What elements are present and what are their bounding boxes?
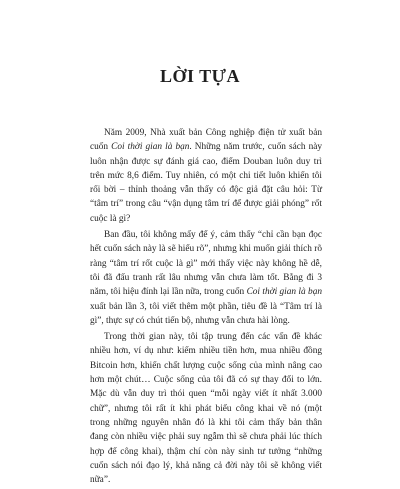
text-run: Trong thời gian này, tôi tập trung đến các vấn đề khác nhiều hơn, ví dụ như: kiếm nhiều tiền hơn, mua nhiều đồng Bitcoin hơn, khiến chất lượng cuộc sống của mình nâng cao hơn một chút… Cuộc sống của tôi đã có sự thay đổi to lớn. Mặc dù vẫn duy trì thói quen “mỗi ngày viết ít nhất 3.000 chữ”, nhưng tôi rất ít khi phát biểu công khai về nó (một trong những nguyên nhân đó là khi tôi cảm thấy bản thân đang còn nhiều việc phải suy ngẫm thì sẽ chưa phải lúc thích hợp để công khai), thậm chí còn này sinh tư tưởng “những cuốn sách nói đạo lý, khả năng cả đời này tôi sẽ không viết nữa”.	[90, 332, 322, 486]
text-run: Ban đầu, tôi không mấy để ý, cảm thấy “chỉ cần bạn đọc hết cuốn sách này là sẽ hiểu rõ”, nhưng khi muốn giải thích rõ ràng “tâm trí rốt cuộc là gì” mới thấy việc này không hề dễ, tôi đã đấu tranh rất lâu nhưng vẫn chưa làm tốt. Bằng đi 3 năm, tôi hiệu đính lại lần nữa, trong cuốn	[90, 230, 322, 298]
page-body	[90, 126, 322, 489]
text-run: . Những năm trước, cuốn sách này luôn nhận được sự đánh giá cao, điểm Douban luôn duy trì trên mức 8,6 điểm. Tuy nhiên, có một chi tiết luôn khiến tôi rối bời – thỉnh thoảng vẫn thấy có độc giả đặt câu hỏi: Từ “tâm trí” trong câu “vận dụng tâm trí để được giải phóng” rốt cuộc là gì?	[90, 142, 322, 224]
text-run: xuất bản lần 3, tôi viết thêm một phần, tiêu đề là “Tâm trí là gì”, thực sự có chút tiến bộ, nhưng vẫn chưa hài lòng.	[90, 301, 322, 326]
paragraph-1	[90, 126, 322, 226]
book-title-italic: Coi thời gian là bạn	[111, 142, 190, 153]
page-title: LỜI TỰA	[159, 66, 241, 86]
book-title-italic: Coi thời gian là bạn	[246, 287, 322, 298]
text-run: Năm 2009, Nhà xuất bản Công nghiệp điện tử xuất bản cuốn	[90, 128, 322, 153]
paragraph-3	[90, 330, 322, 487]
paragraph-2	[90, 228, 322, 328]
